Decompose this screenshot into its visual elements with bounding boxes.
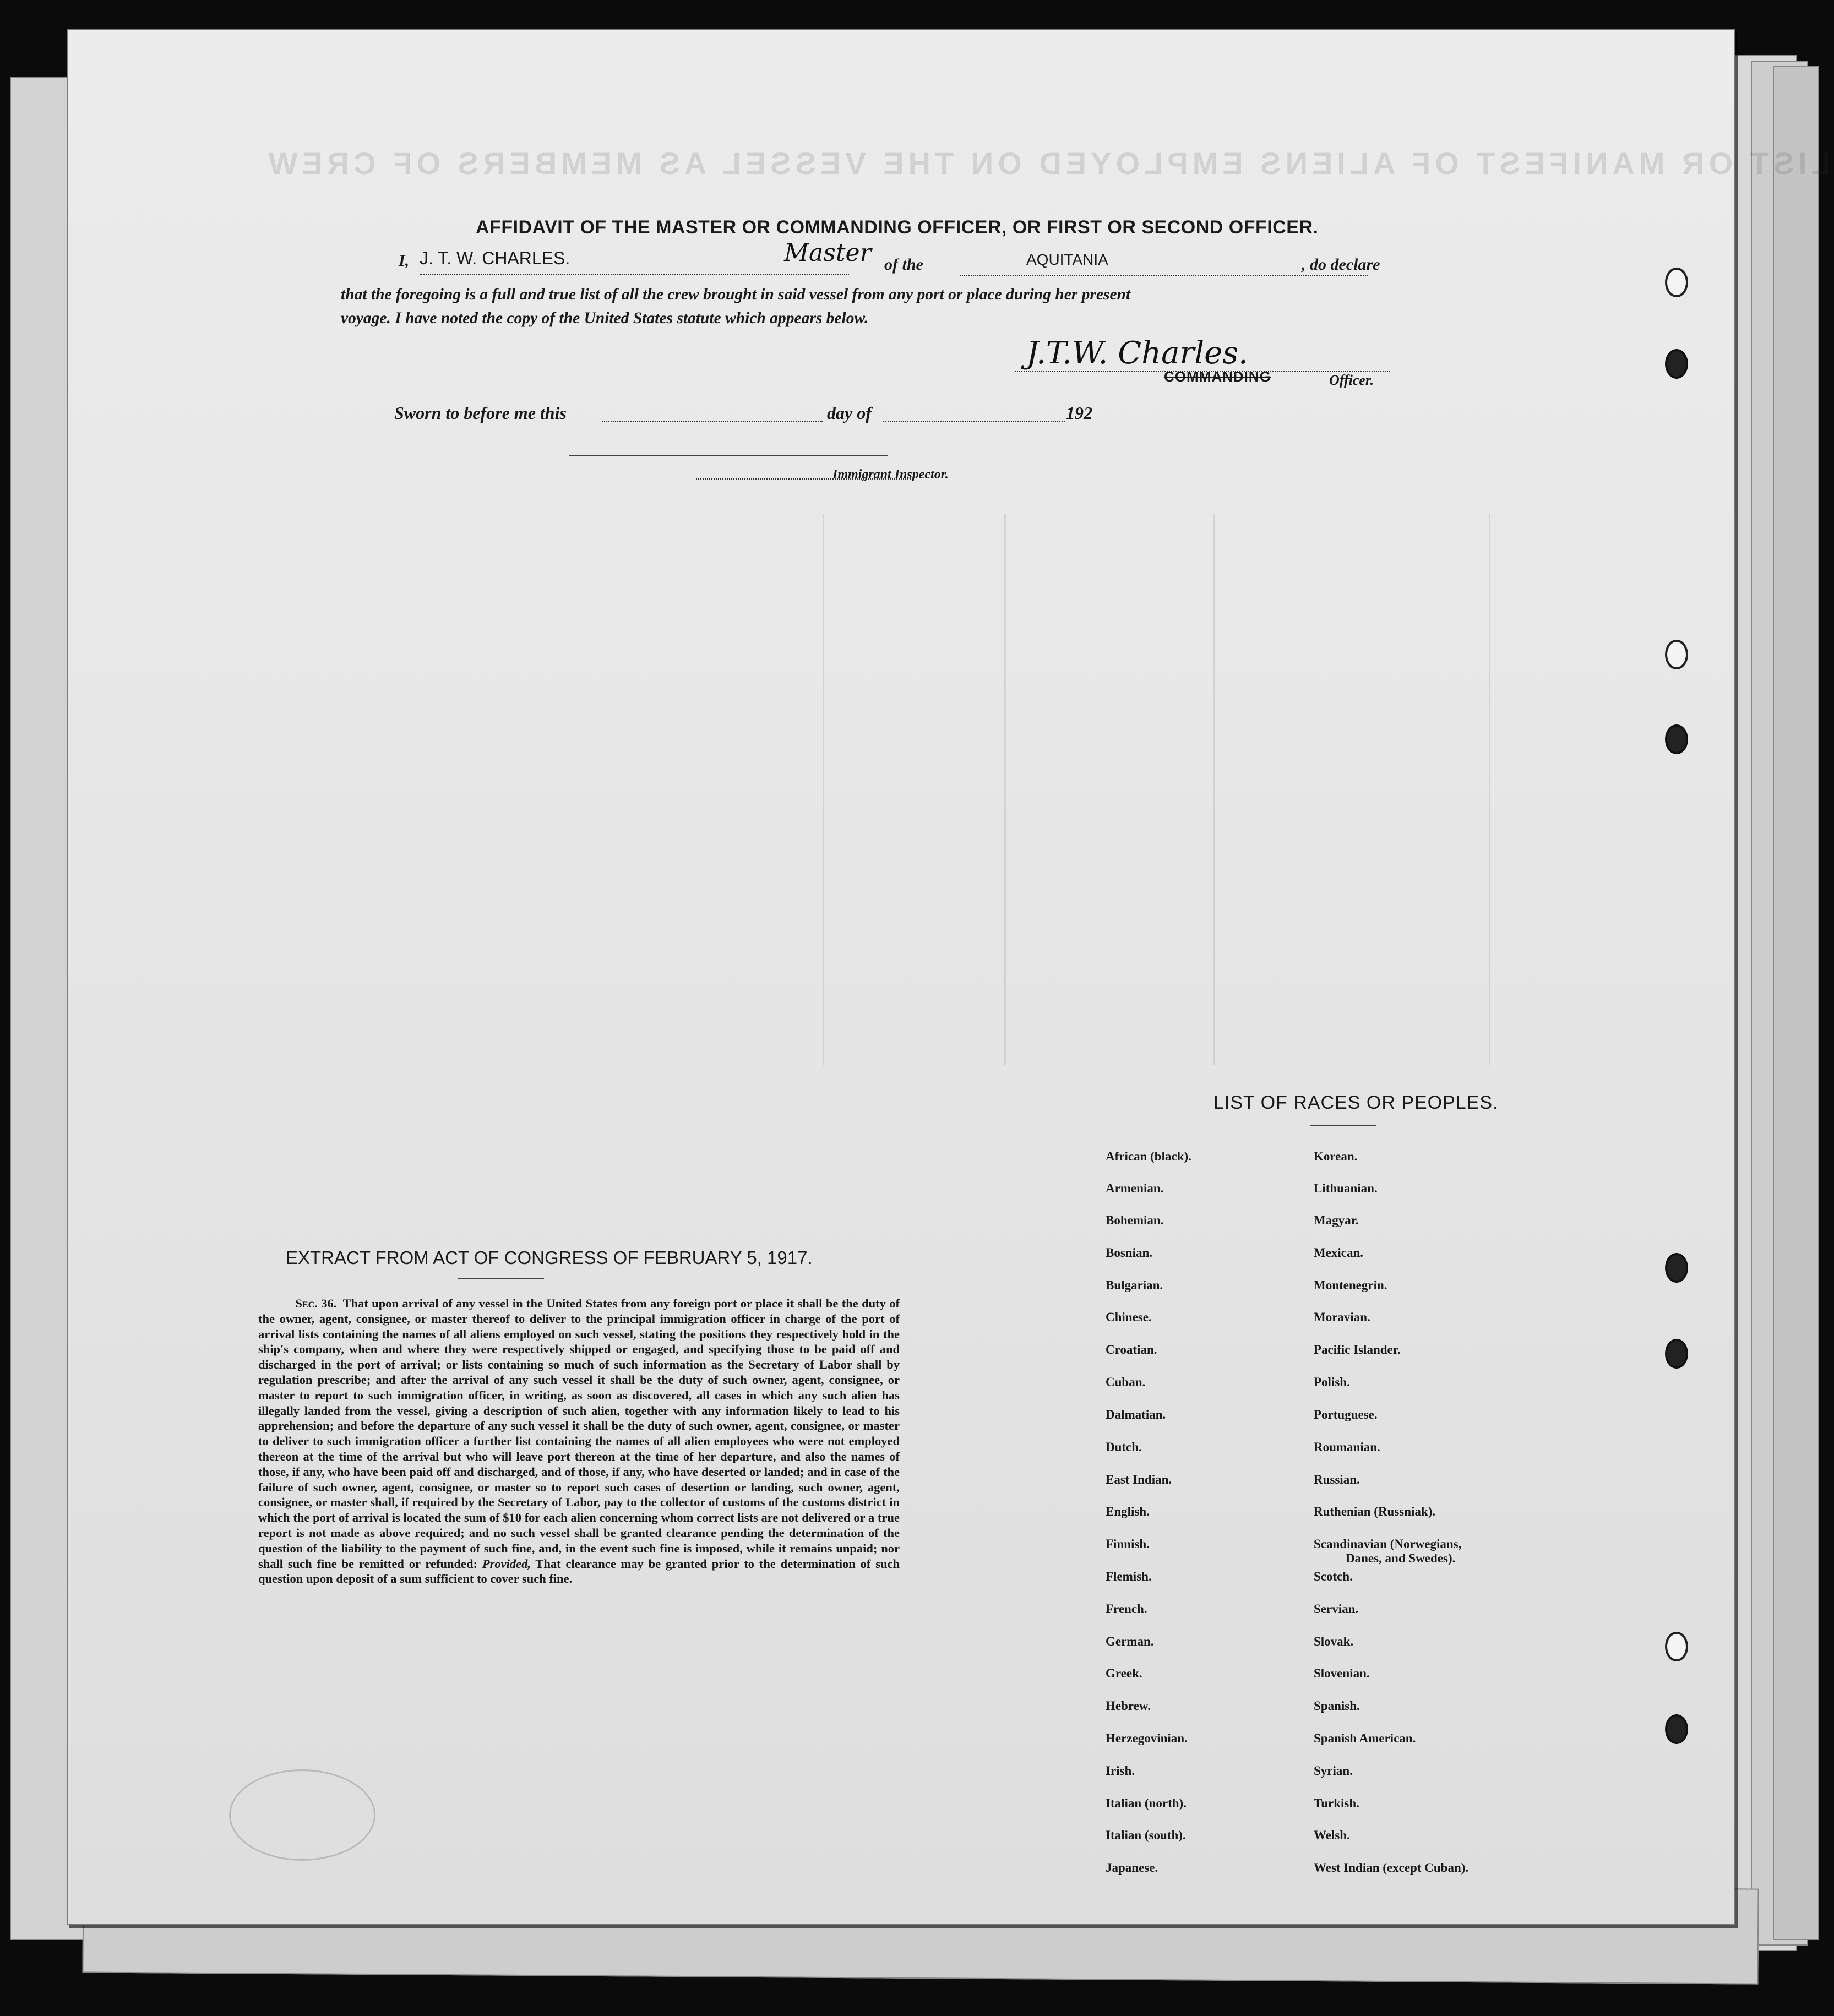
punch-hole <box>1665 1339 1688 1369</box>
name-line <box>420 274 849 275</box>
race-item: Montenegrin. <box>1314 1278 1387 1292</box>
race-item: Bulgarian. <box>1106 1278 1163 1292</box>
vessel-name: AQUITANIA <box>1026 251 1108 268</box>
race-item: Spanish American. <box>1314 1731 1416 1745</box>
punch-hole <box>1665 1632 1688 1661</box>
race-item: African (black). <box>1106 1149 1191 1163</box>
race-item: German. <box>1106 1634 1154 1648</box>
race-item: Servian. <box>1314 1602 1359 1616</box>
race-item: Slovak. <box>1314 1634 1354 1648</box>
race-item: Croatian. <box>1106 1343 1157 1356</box>
race-item: Portuguese. <box>1314 1408 1378 1421</box>
race-item: Cuban. <box>1106 1375 1146 1389</box>
race-item: Syrian. <box>1314 1764 1353 1778</box>
affidavit-title: AFFIDAVIT OF THE MASTER OR COMMANDING OFFICER, OR FIRST OR SECOND OFFICER. <box>476 217 1319 238</box>
race-item: Welsh. <box>1314 1828 1350 1842</box>
race-item: Korean. <box>1314 1149 1358 1163</box>
day-of-label: day of <box>827 403 872 423</box>
punch-hole <box>1665 349 1688 379</box>
race-item: Mexican. <box>1314 1246 1364 1260</box>
race-item: Bosnian. <box>1106 1246 1153 1260</box>
race-item: Hebrew. <box>1106 1699 1151 1713</box>
race-item: Armenian. <box>1106 1181 1164 1195</box>
race-item: Dutch. <box>1106 1440 1142 1454</box>
race-item: Spanish. <box>1314 1699 1360 1713</box>
sworn-label: Sworn to before me this <box>394 403 567 423</box>
punch-hole <box>1665 640 1688 669</box>
extract-body <box>258 1296 900 1587</box>
race-item: Russian. <box>1314 1473 1360 1486</box>
race-item: Japanese. <box>1106 1861 1158 1875</box>
rank-handwritten: Master <box>784 239 872 267</box>
race-item: Italian (south). <box>1106 1828 1186 1842</box>
race-item-continuation: Danes, and Swedes). <box>1346 1551 1456 1565</box>
race-item: Bohemian. <box>1106 1213 1164 1227</box>
bleed-through-rule <box>1004 514 1006 1065</box>
extract-text: That upon arrival of any vessel in the United States from any foreign port or place it shall be the duty of the owner, agent, consignee, or master thereof to deliver to the principal immigration officer in charge of the port of arrival lists containing the names of all aliens employed on such vessel, stating the positions they respectively hold in the ship's company, when and where they were respectively shipped or engaged, and specifying those to be paid off and discharged in the port of arrival; or lists containing so much of such information as the Secretary of Labor shall by regulation prescribe; and after the arrival of any such vessel it shall be the duty of such owner, agent, consignee, or master to report to such immigration officer, in writing, as soon as discovered, all cases in which any such alien has illegally landed from the vessel, giving a description of such alien, together with any information likely to lead to his apprehension; and before the departure of any such vessel it shall be the duty of such owner, agent, consignee, or master to deliver to such immigration officer a further list containing the names of all alien employees who were not employed thereon at the time of the arrival but who will leave port thereon at the time of her departure, and also the names of those, if any, who have been paid off and discharged, and of those, if any, who have deserted or landed; and in case of the failure of such owner, agent, consignee, or master so to report such cases of desertion or landing, such owner, agent, consignee, or master shall, if required by the Secretary of Labor, pay to the collector of customs of the customs district in which the port of arrival is located the sum of $10 for each alien concerning whom correct lists are not delivered or a true report is not made as above required; and no such vessel shall be granted clearance pending the determination of the question of the liability to the payment of such fine, and, in the event such fine is imposed, while it remains unpaid; nor shall such fine be remitted or refunded: <box>258 1296 900 1571</box>
bleed-through-rule <box>1489 514 1490 1065</box>
underlying-page-edge <box>1773 66 1819 1940</box>
master-name: J. T. W. CHARLES. <box>420 248 570 268</box>
race-item: English. <box>1106 1505 1150 1518</box>
bleed-through-heading: LIST OR MANIFEST OF ALIENS EMPLOYED ON THE VESSEL AS MEMBERS OF CREW <box>264 146 1830 181</box>
punch-hole <box>1665 268 1688 297</box>
race-item: Scandinavian (Norwegians, <box>1314 1537 1462 1551</box>
race-item: Italian (north). <box>1106 1796 1187 1810</box>
race-item: Herzegovinian. <box>1106 1731 1188 1745</box>
race-item: Flemish. <box>1106 1570 1152 1583</box>
races-title: LIST OF RACES OR PEOPLES. <box>1213 1092 1499 1113</box>
race-item: French. <box>1106 1602 1147 1616</box>
master-signature: J.T.W. Charles. <box>1026 335 1248 371</box>
race-item: Magyar. <box>1314 1213 1359 1227</box>
provided-word: Provided, <box>482 1556 531 1571</box>
race-item: Roumanian. <box>1314 1440 1380 1454</box>
race-item: Ruthenian (Russniak). <box>1314 1505 1436 1518</box>
struck-rank-word: COMMANDING <box>1164 368 1271 385</box>
race-item: Pacific Islander. <box>1314 1343 1401 1356</box>
race-item: Irish. <box>1106 1764 1135 1778</box>
extract-title: EXTRACT FROM ACT OF CONGRESS OF FEBRUARY 5, 1917. <box>286 1247 813 1268</box>
race-item: Slovenian. <box>1314 1666 1370 1680</box>
extract-tail: That clearance may be granted prior to the determination of such question upon deposit of a sum sufficient to cover such fine. <box>258 1556 900 1586</box>
affidavit-line-3: voyage. I have noted the copy of the United States statute which appears below. <box>341 309 869 327</box>
section-number: Sec. 36. <box>295 1296 337 1310</box>
punch-hole <box>1665 1714 1688 1744</box>
bleed-through-rule <box>823 514 824 1065</box>
race-item: Scotch. <box>1314 1570 1353 1583</box>
inspector-signature-line <box>569 455 888 456</box>
race-item: Moravian. <box>1314 1310 1370 1324</box>
race-item: Lithuanian. <box>1314 1181 1378 1195</box>
race-item: Chinese. <box>1106 1310 1152 1324</box>
sworn-day-line <box>602 421 823 422</box>
year-prefix: 192 <box>1066 403 1092 423</box>
race-item: Turkish. <box>1314 1796 1359 1810</box>
race-item: Greek. <box>1106 1666 1142 1680</box>
extract-title-rule <box>458 1278 544 1279</box>
bleed-through-rule <box>1213 514 1215 1065</box>
race-item: Dalmatian. <box>1106 1408 1166 1421</box>
punch-hole <box>1665 724 1688 754</box>
races-title-rule <box>1310 1125 1376 1126</box>
race-item: Finnish. <box>1106 1537 1150 1551</box>
affidavit-prefix: I, <box>399 252 410 270</box>
of-the-label: of the <box>884 255 923 274</box>
punch-hole <box>1665 1253 1688 1283</box>
race-item: West Indian (except Cuban). <box>1314 1861 1469 1875</box>
affidavit-line-2: that the foregoing is a full and true list of all the crew brought in said vessel from any port or place during her present <box>341 286 1131 303</box>
vessel-line <box>960 275 1368 276</box>
officer-suffix: Officer. <box>1329 372 1374 388</box>
do-declare-label: , do declare <box>1302 255 1380 274</box>
faded-stamp <box>229 1769 375 1861</box>
document-page <box>67 29 1830 1925</box>
race-item: Polish. <box>1314 1375 1350 1389</box>
race-item: East Indian. <box>1106 1473 1172 1486</box>
sworn-month-line <box>883 421 1065 422</box>
inspector-label: Immigrant Inspector. <box>832 467 949 482</box>
